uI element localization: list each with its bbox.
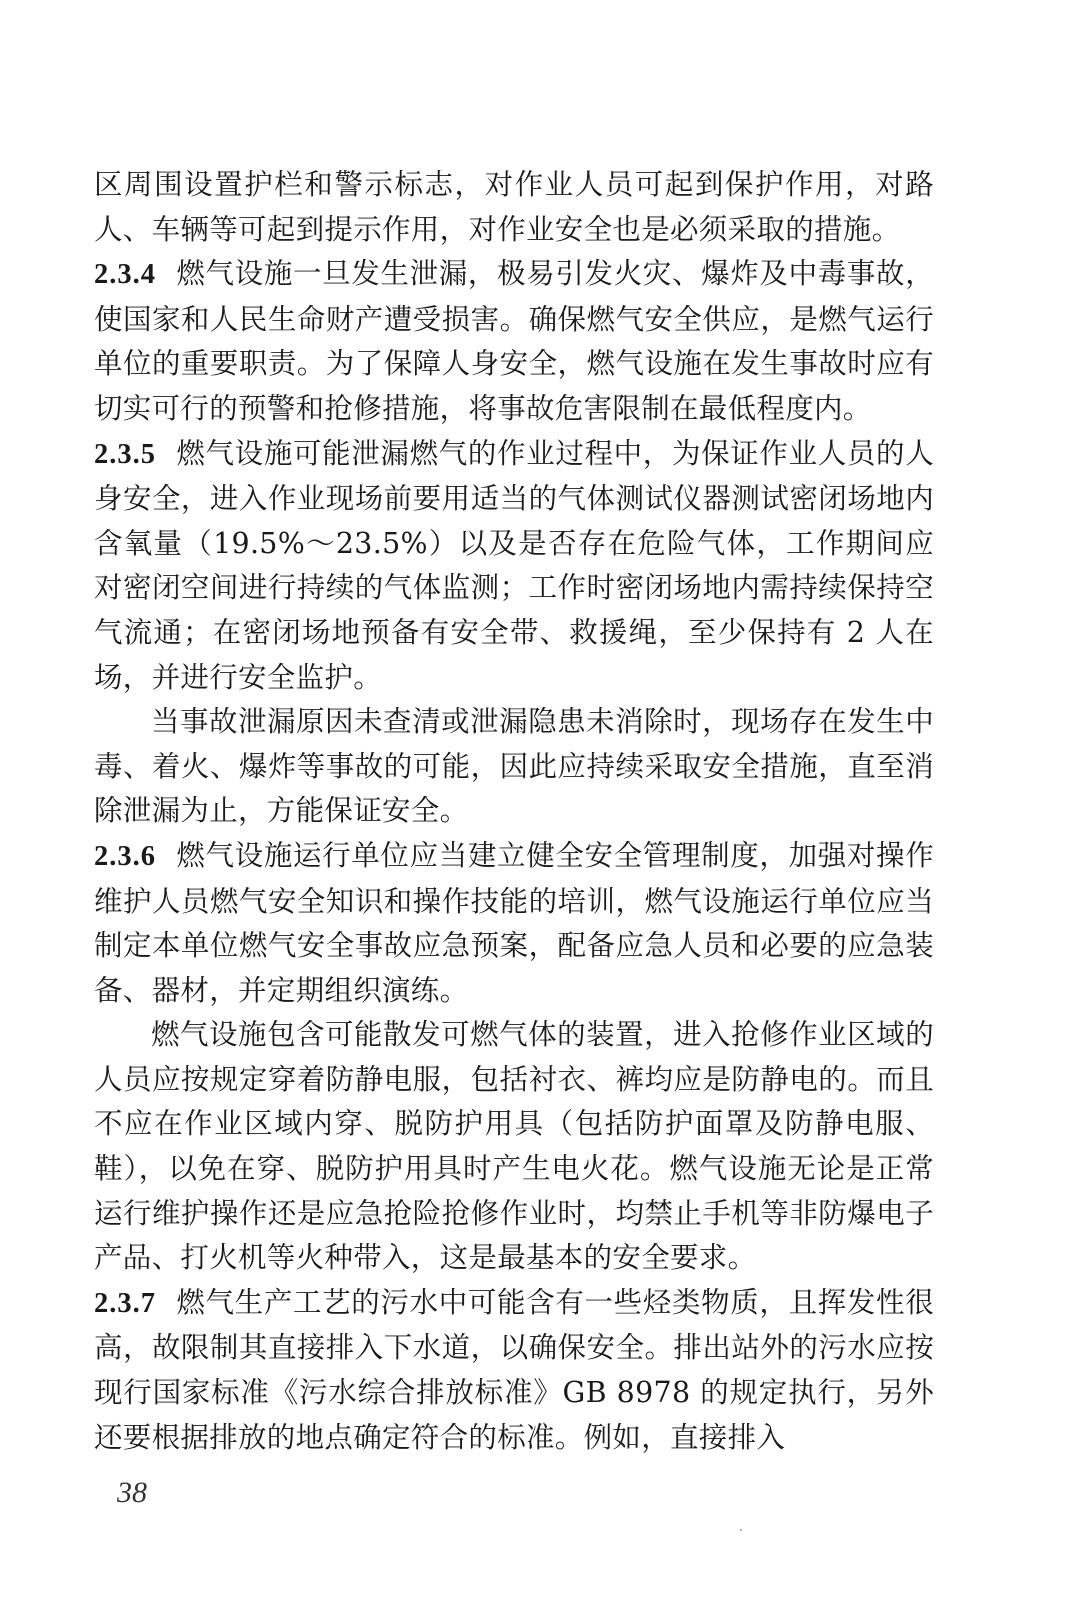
section-2-3-5 xyxy=(94,432,934,701)
paragraph-text: 燃气生产工艺的污水中可能含有一些烃类物质，且挥发性很高，故限制其直接排入下水道，以确保安全。排出站外的污水应按现行国家标准《污水综合排放标准》GB 8978 的规定执行，另外还要根据排放的地点确定符合的标准。例如，直接排入 xyxy=(94,1285,934,1454)
paragraph-text: 燃气设施一旦发生泄漏，极易引发火灾、爆炸及中毒事故，使国家和人民生命财产遭受损害。确保燃气安全供应，是燃气运行单位的重要职责。为了保障人身安全，燃气设施在发生事故时应有切实可行的预警和抢修措施，将事故危害限制在最低程度内。 xyxy=(94,257,934,425)
section-2-3-7 xyxy=(94,1281,934,1460)
paragraph-text: 燃气设施包含可能散发可燃气体的装置，进入抢修作业区域的人员应按规定穿着防静电服，包括衬衣、裤均应是防静电的。而且不应在作业区域内穿、脱防护用具（包括防护面罩及防静电服、鞋），以免在穿、脱防护用具时产生电火花。燃气设施无论是正常运行维护操作还是应急抢险抢修作业时，均禁止手机等非防爆电子产品、打火机等火种带入，这是最基本的安全要求。 xyxy=(94,1018,934,1275)
paragraph-continuation xyxy=(94,163,934,252)
scan-speck xyxy=(740,1529,742,1531)
paragraph-text: 区周围设置护栏和警示标志，对作业人员可起到保护作用，对路人、车辆等可起到提示作用，对作业安全也是必须采取的措施。 xyxy=(94,168,934,246)
paragraph-text: 燃气设施运行单位应当建立健全安全管理制度，加强对操作维护人员燃气安全知识和操作技能的培训，燃气设施运行单位应当制定本单位燃气安全事故应急预案，配备应急人员和必要的应急装备、器材，并定期组织演练。 xyxy=(94,838,934,1007)
paragraph-text: 当事故泄漏原因未查清或泄漏隐患未消除时，现场存在发生中毒、着火、爆炸等事故的可能，因此应持续采取安全措施，直至消除泄漏为止，方能保证安全。 xyxy=(94,705,934,828)
section-2-3-6 xyxy=(94,834,934,1013)
body-text xyxy=(94,163,934,1460)
section-2-3-4 xyxy=(94,252,934,431)
paragraph-text: 燃气设施可能泄漏燃气的作业过程中，为保证作业人员的人身安全，进入作业现场前要用适当的气体测试仪器测试密闭场地内含氧量（19.5%～23.5%）以及是否存在危险气体，工作期间应对密闭空间进行持续的气体监测；工作时密闭场地内需持续保持空气流通；在密闭场地预备有安全带、救援绳，至少保持有 2 人在场，并进行安全监护。 xyxy=(94,436,934,694)
page-number: 38 xyxy=(117,1476,147,1509)
section-number: 2.3.4 xyxy=(94,259,156,291)
section-number: 2.3.7 xyxy=(94,1287,156,1319)
section-number: 2.3.5 xyxy=(94,438,156,470)
paragraph-2-3-6-cont xyxy=(94,1013,934,1281)
section-number: 2.3.6 xyxy=(94,840,156,872)
paragraph-2-3-5-cont xyxy=(94,700,934,834)
